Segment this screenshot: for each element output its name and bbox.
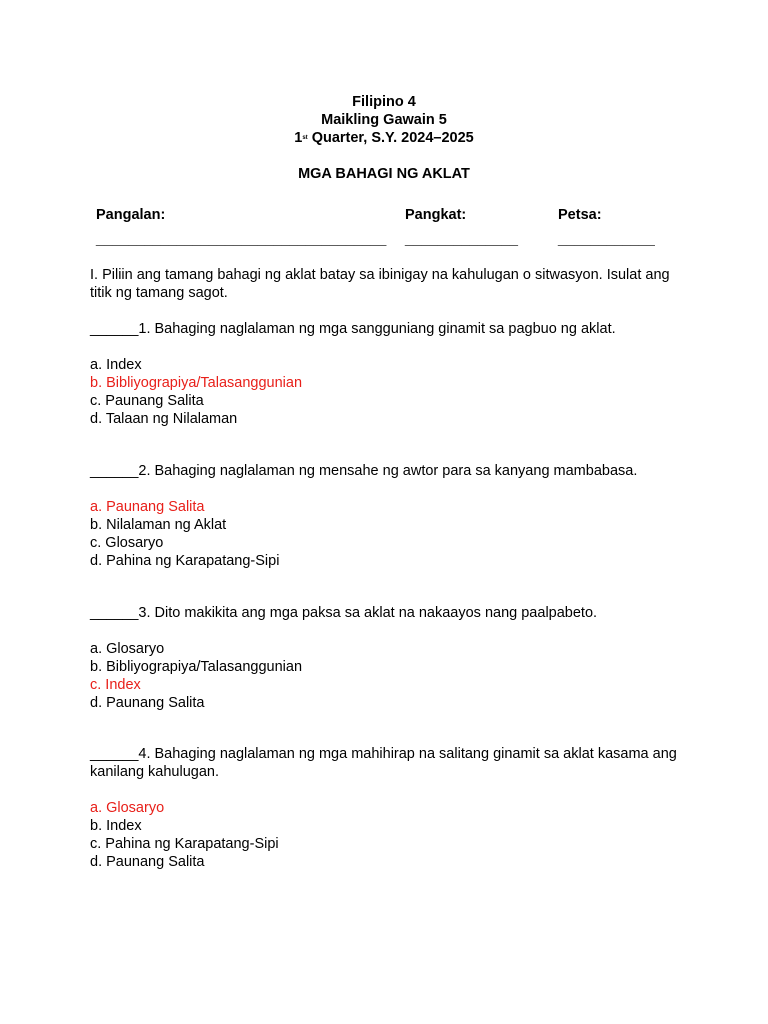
choice-d: d. Paunang Salita — [90, 695, 205, 711]
choice-a-correct: a. Paunang Salita — [90, 499, 205, 515]
choice-c: c. Glosaryo — [90, 535, 164, 551]
choice-list — [90, 498, 690, 570]
choice-b: b. Bibliyograpiya/Talasanggunian — [90, 659, 303, 675]
choice-b: b. Index — [90, 818, 142, 834]
quarter-text: Quarter, S.Y. 2024–2025 — [307, 130, 474, 146]
question-text: ______4. Bahaging naglalaman ng mga mahihirap na salitang ginamit sa aklat kasama ang kanilang kahulugan. — [90, 746, 677, 780]
activity-title: Maikling Gawain 5 — [321, 112, 447, 128]
name-blank-line[interactable]: ____________________________________ — [96, 231, 387, 247]
quarter-number: 1 — [294, 130, 303, 146]
question-text: ______1. Bahaging naglalaman ng mga sangguniang ginamit sa pagbuo ng aklat. — [90, 321, 616, 337]
question-text: ______3. Dito makikita ang mga paksa sa aklat na nakaayos nang paalpabeto. — [90, 605, 598, 621]
subject-title: Filipino 4 — [352, 94, 416, 110]
choice-d: d. Talaan ng Nilalaman — [90, 411, 238, 427]
question-1 — [90, 320, 690, 428]
question-text: ______2. Bahaging naglalaman ng mensahe ng awtor para sa kanyang mambabasa. — [90, 463, 638, 479]
choice-c-correct: c. Index — [90, 677, 141, 693]
date-field — [558, 206, 655, 248]
question-4 — [90, 745, 680, 871]
choice-list — [90, 640, 690, 712]
choice-list — [90, 356, 690, 428]
choice-a: a. Glosaryo — [90, 641, 165, 657]
choice-c: c. Paunang Salita — [90, 393, 204, 409]
date-label: Petsa: — [558, 207, 602, 223]
choice-d: d. Pahina ng Karapatang-Sipi — [90, 553, 280, 569]
section-label: Pangkat: — [405, 207, 467, 223]
date-blank-line[interactable]: ____________ — [558, 231, 655, 247]
quarter-line — [0, 129, 768, 147]
section-field — [405, 206, 518, 248]
choice-b-correct: b. Bibliyograpiya/Talasanggunian — [90, 375, 303, 391]
choice-a: a. Index — [90, 357, 142, 373]
choice-d: d. Paunang Salita — [90, 854, 205, 870]
question-3 — [90, 604, 690, 712]
choice-c: c. Pahina ng Karapatang-Sipi — [90, 836, 279, 852]
choice-a-correct: a. Glosaryo — [90, 800, 165, 816]
section-title: MGA BAHAGI NG AKLAT — [298, 166, 470, 182]
name-field — [96, 206, 387, 248]
choice-list — [90, 799, 680, 871]
section-blank-line[interactable]: ______________ — [405, 231, 518, 247]
quarter-ordinal: st — [302, 135, 308, 141]
worksheet-header — [0, 93, 768, 147]
choice-b: b. Nilalaman ng Aklat — [90, 517, 227, 533]
instructions: I. Piliin ang tamang bahagi ng aklat batay sa ibinigay na kahulugan o sitwasyon. Isulat ang titik ng tamang sagot. — [90, 267, 670, 301]
question-2 — [90, 462, 690, 570]
name-label: Pangalan: — [96, 207, 166, 223]
